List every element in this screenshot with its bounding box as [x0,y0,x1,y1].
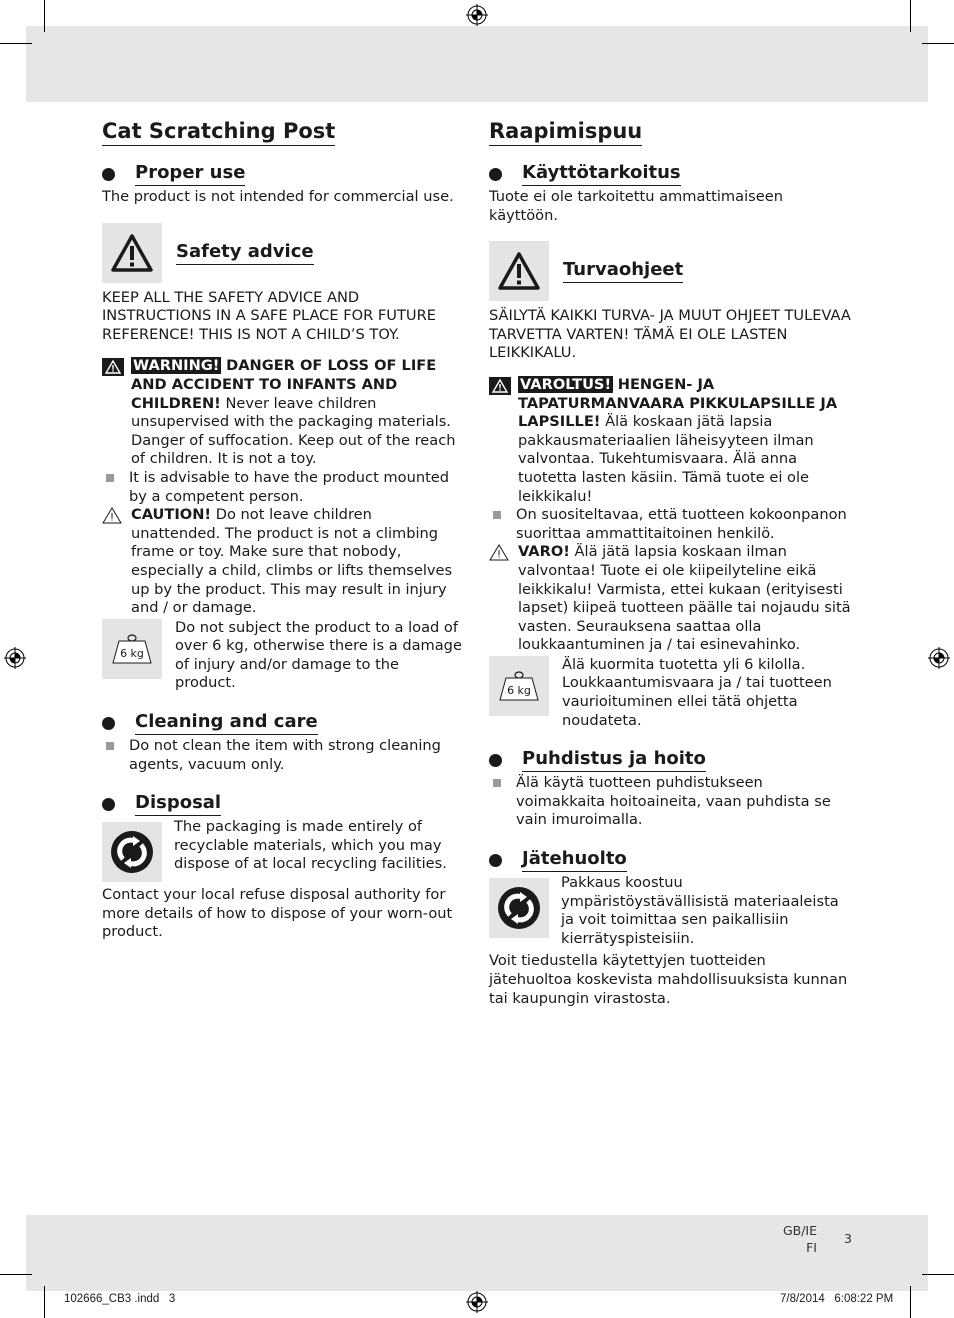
print-slug-file: 102666_CB3 .indd 3 [64,1293,176,1305]
section-heading: Jätehuolto [522,848,627,872]
square-bullet-icon [106,474,114,482]
disposal-text: Voit tiedustella käytettyjen tuotteiden jätehuoltoa koskevista mahdollisuuksista kunnan tai kaupungin virastosta. [489,952,848,1007]
section-heading: Safety advice [176,241,314,265]
proper-use-text: The product is not intended for commercial use. [102,188,454,205]
registration-mark-icon [928,647,950,669]
caution-block [489,543,851,655]
warning-tag: VAROLTUS! [520,375,612,393]
crop-mark [910,1286,911,1318]
section-safety [102,223,464,283]
section-heading: Käyttötarkoitus [522,162,681,186]
list-item [102,469,464,506]
warning-icon [102,358,124,376]
list-item-text: Älä käytä tuotteen puhdistukseen voimakkaita hoitoaineita, vaan puhdista se vain imuroimalla. [516,774,831,829]
weight-icon [102,619,162,679]
warning-tag: WARNING! [133,357,220,375]
warning-block [102,357,464,469]
registration-mark-icon [4,647,26,669]
crop-mark [910,0,911,32]
crop-mark [0,1274,32,1275]
section-heading: Disposal [135,792,221,816]
language-codes [770,1222,817,1256]
print-slug-date: 7/8/2014 6:08:22 PM [780,1293,894,1305]
registration-mark-icon [466,4,488,26]
warning-block [489,376,851,506]
green-dot-recycle-icon [102,822,162,882]
section-heading: Puhdistus ja hoito [522,748,706,772]
warning-triangle-icon [489,241,549,301]
safety-keep-text: SÄILYTÄ KAIKKI TURVA- JA MUUT OHJEET TULEVAA TARVETTA VARTEN! TÄMÄ EI OLE LASTEN LEIKKIKALU. [489,307,851,362]
list-item-text: It is advisable to have the product mounted by a competent person. [129,468,450,505]
section-heading: Cleaning and care [135,711,318,735]
warning-text: Never leave children unsupervised with the packaging materials. Danger of suffocation. Keep out of the reach of children. It is not a toy. [131,394,456,468]
weight-limit-block [489,656,851,730]
bullet-dot-icon [489,754,502,767]
warning-bold-text: DANGER OF LOSS OF LIFE AND ACCIDENT TO INFANTS AND CHILDREN! [131,357,437,412]
list-item [489,774,851,830]
section-safety [489,241,851,301]
recycle-block [489,874,851,948]
list-item [102,737,464,774]
warning-icon [489,377,511,395]
proper-use-text: Tuote ei ole tarkoitettu ammattimaiseen käyttöön. [489,188,783,224]
section-cleaning [102,711,464,735]
section-proper-use [102,162,464,186]
section-disposal [489,848,851,872]
square-bullet-icon [106,742,114,750]
section-disposal [102,792,464,816]
weight-label: 6 kg [507,683,531,697]
weight-icon [489,656,549,716]
weight-limit-block [102,619,464,693]
crop-mark [922,43,954,44]
section-heading: Proper use [135,162,245,186]
weight-label: 6 kg [120,646,144,660]
warning-text: Älä koskaan jätä lapsia pakkausmateriaalien läheisyyteen ilman valvontaa. Tukehtumisvaara. Älä anna tuotetta lasten käsiin. Tämä tuote ei ole leikkikalu! [518,413,814,505]
weight-text: Älä kuormita tuotetta yli 6 kilolla. Loukkaantumisvaara ja / tai tuotteen vaurioituminen ellei tätä ohjetta noudateta. [562,655,832,729]
list-item-text: Do not clean the item with strong cleaning agents, vacuum only. [129,737,441,773]
language-code: GB/IE [782,1223,817,1238]
bullet-dot-icon [102,798,115,811]
crop-mark [0,43,32,44]
caution-text: Älä jätä lapsia koskaan ilman valvontaa! Tuote ei ole kiipeilyteline eikä leikkikalu! Varmista, ettei kukaan (erityisesti lapset) kiipeä tuotteen päälle tai nojaudu sitä vasten. Seurauksena saattaa olla loukkaantuminen ja / tai esinevahinko. [518,543,851,654]
warning-triangle-icon [102,223,162,283]
bullet-dot-icon [489,854,502,867]
caution-text: Do not leave children unattended. The product is not a climbing frame or toy. Make sure that nobody, especially a child, climbs or lifts themselves up by the product. This may result in injury and / or damage. [131,506,453,617]
caution-icon [489,544,509,561]
list-item-text: On suositeltavaa, että tuotteen kokoonpanon suorittaa ammattitaitoinen henkilö. [516,506,847,542]
green-dot-recycle-icon [489,878,549,938]
list-item [489,506,851,543]
caution-bold-text: CAUTION! [131,506,212,524]
disposal-text: Contact your local refuse disposal authority for more details of how to dispose of your worn-out product. [102,886,453,941]
finnish-column [489,118,851,1008]
crop-mark [922,1274,954,1275]
caution-block [102,506,464,618]
recycle-text: The packaging is made entirely of recyclable materials, which you may dispose of at local recycling facilities. [174,818,447,873]
language-code: FI [806,1240,817,1255]
bullet-dot-icon [102,168,115,181]
square-bullet-icon [493,511,501,519]
crop-mark [44,0,45,32]
bullet-dot-icon [489,168,502,181]
english-column [102,118,464,942]
weight-text: Do not subject the product to a load of over 6 kg, otherwise there is a damage of injury and/or damage to the product. [175,618,462,692]
header-band [26,26,928,102]
caution-icon [102,507,122,524]
recycle-block [102,818,464,882]
page-number: 3 [844,1231,852,1246]
warning-bold-text: HENGEN- JA TAPATURMANVAARA PIKKULAPSILLE JA LAPSILLE! [518,375,838,431]
crop-mark [44,1286,45,1318]
section-heading: Turvaohjeet [563,259,683,283]
section-cleaning [489,748,851,772]
bullet-dot-icon [102,717,115,730]
page-title: Raapimispuu [489,118,642,146]
square-bullet-icon [493,779,501,787]
recycle-text: Pakkaus koostuu ympäristöystävällisistä materiaaleista ja voit toimittaa sen paikallisiin kierrätyspisteisiin. [561,874,839,947]
safety-keep-text: KEEP ALL THE SAFETY ADVICE AND INSTRUCTIONS IN A SAFE PLACE FOR FUTURE REFERENCE! THIS IS NOT A CHILD’S TOY. [102,288,436,343]
registration-mark-icon [466,1291,488,1313]
section-proper-use [489,162,851,186]
page-title: Cat Scratching Post [102,118,335,146]
caution-bold-text: VARO! [518,543,570,561]
